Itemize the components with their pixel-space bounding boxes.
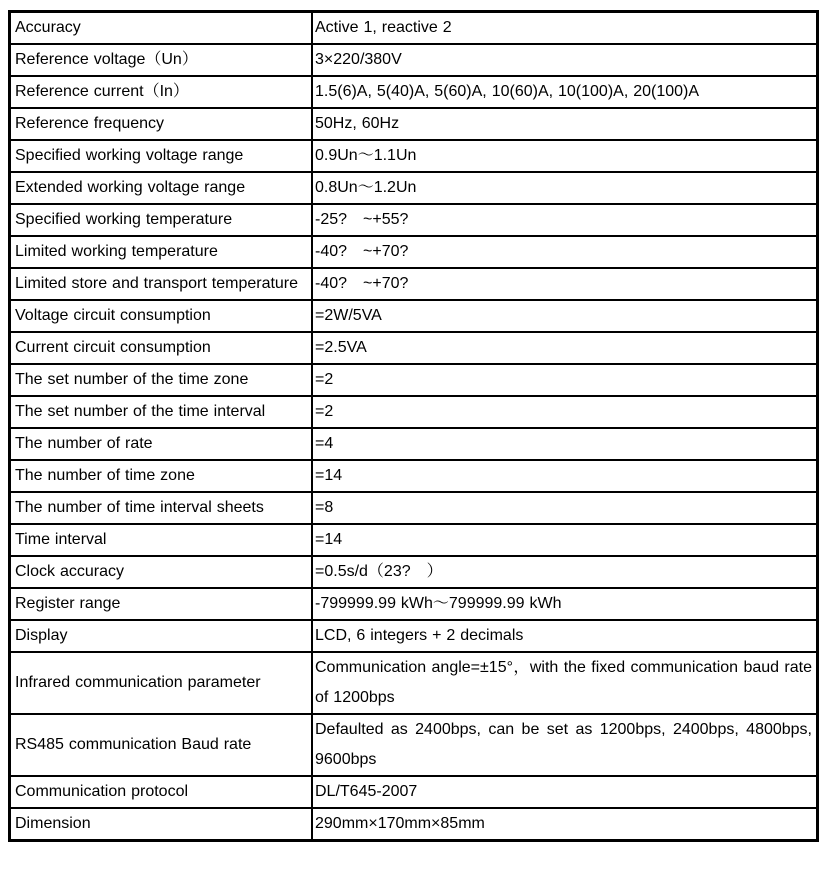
spec-value-cell: 3×220/380V xyxy=(312,44,818,76)
spec-label-cell: Current circuit consumption xyxy=(10,332,313,364)
table-row xyxy=(10,44,818,76)
spec-value-cell: 0.8Un～1.2Un xyxy=(312,172,818,204)
table-row xyxy=(10,12,818,45)
spec-label-cell: Limited working temperature xyxy=(10,236,313,268)
spec-label-cell: Specified working voltage range xyxy=(10,140,313,172)
spec-value-cell: DL/T645-2007 xyxy=(312,776,818,808)
table-row xyxy=(10,332,818,364)
spec-label-cell: Time interval xyxy=(10,524,313,556)
spec-label-cell: Infrared communication parameter xyxy=(10,652,313,714)
table-row xyxy=(10,556,818,588)
spec-value-cell: Active 1, reactive 2 xyxy=(312,12,818,45)
table-row xyxy=(10,524,818,556)
spec-value-cell: =2 xyxy=(312,364,818,396)
spec-value-cell: Communication angle=±15°，with the fixed communication baud rate of 1200bps xyxy=(312,652,818,714)
spec-label-cell: Dimension xyxy=(10,808,313,841)
table-row xyxy=(10,808,818,841)
table-row xyxy=(10,460,818,492)
spec-value-cell: Defaulted as 2400bps, can be set as 1200bps, 2400bps, 4800bps, 9600bps xyxy=(312,714,818,776)
table-row xyxy=(10,268,818,300)
spec-label-cell: Communication protocol xyxy=(10,776,313,808)
table-row xyxy=(10,652,818,714)
spec-label-cell: RS485 communication Baud rate xyxy=(10,714,313,776)
spec-value-cell: =2.5VA xyxy=(312,332,818,364)
spec-label-cell: The set number of the time zone xyxy=(10,364,313,396)
spec-label-cell: Extended working voltage range xyxy=(10,172,313,204)
spec-label-cell: The number of rate xyxy=(10,428,313,460)
spec-value-cell: 1.5(6)A, 5(40)A, 5(60)A, 10(60)A, 10(100)A, 20(100)A xyxy=(312,76,818,108)
spec-label-cell: The number of time zone xyxy=(10,460,313,492)
spec-label-cell: The set number of the time interval xyxy=(10,396,313,428)
spec-label-cell: Register range xyxy=(10,588,313,620)
spec-table-body xyxy=(10,12,818,841)
spec-label-cell: Display xyxy=(10,620,313,652)
spec-value-cell: =14 xyxy=(312,460,818,492)
table-row xyxy=(10,140,818,172)
table-row xyxy=(10,588,818,620)
spec-label-cell: Voltage circuit consumption xyxy=(10,300,313,332)
spec-label-cell: The number of time interval sheets xyxy=(10,492,313,524)
spec-value-cell: -799999.99 kWh～799999.99 kWh xyxy=(312,588,818,620)
spec-label-cell: Accuracy xyxy=(10,12,313,45)
table-row xyxy=(10,714,818,776)
spec-label-cell: Limited store and transport temperature xyxy=(10,268,313,300)
spec-label-cell: Reference current（In） xyxy=(10,76,313,108)
spec-label-cell: Clock accuracy xyxy=(10,556,313,588)
table-row xyxy=(10,108,818,140)
table-row xyxy=(10,492,818,524)
table-row xyxy=(10,776,818,808)
table-row xyxy=(10,172,818,204)
spec-value-cell: =2 xyxy=(312,396,818,428)
table-row xyxy=(10,428,818,460)
spec-value-cell: 290mm×170mm×85mm xyxy=(312,808,818,841)
specification-table xyxy=(8,10,819,842)
spec-value-cell: =2W/5VA xyxy=(312,300,818,332)
table-row xyxy=(10,204,818,236)
table-row xyxy=(10,364,818,396)
spec-value-cell: 50Hz, 60Hz xyxy=(312,108,818,140)
table-row xyxy=(10,236,818,268)
spec-value-cell: =4 xyxy=(312,428,818,460)
table-row xyxy=(10,620,818,652)
spec-value-cell: =0.5s/d（23? ） xyxy=(312,556,818,588)
table-row xyxy=(10,76,818,108)
spec-label-cell: Reference voltage（Un） xyxy=(10,44,313,76)
spec-label-cell: Reference frequency xyxy=(10,108,313,140)
spec-value-cell: =8 xyxy=(312,492,818,524)
spec-value-cell: -40? ~+70? xyxy=(312,268,818,300)
table-row xyxy=(10,300,818,332)
spec-value-cell: =14 xyxy=(312,524,818,556)
spec-label-cell: Specified working temperature xyxy=(10,204,313,236)
spec-value-cell: -40? ~+70? xyxy=(312,236,818,268)
spec-value-cell: LCD, 6 integers + 2 decimals xyxy=(312,620,818,652)
table-row xyxy=(10,396,818,428)
spec-value-cell: -25? ~+55? xyxy=(312,204,818,236)
spec-value-cell: 0.9Un～1.1Un xyxy=(312,140,818,172)
